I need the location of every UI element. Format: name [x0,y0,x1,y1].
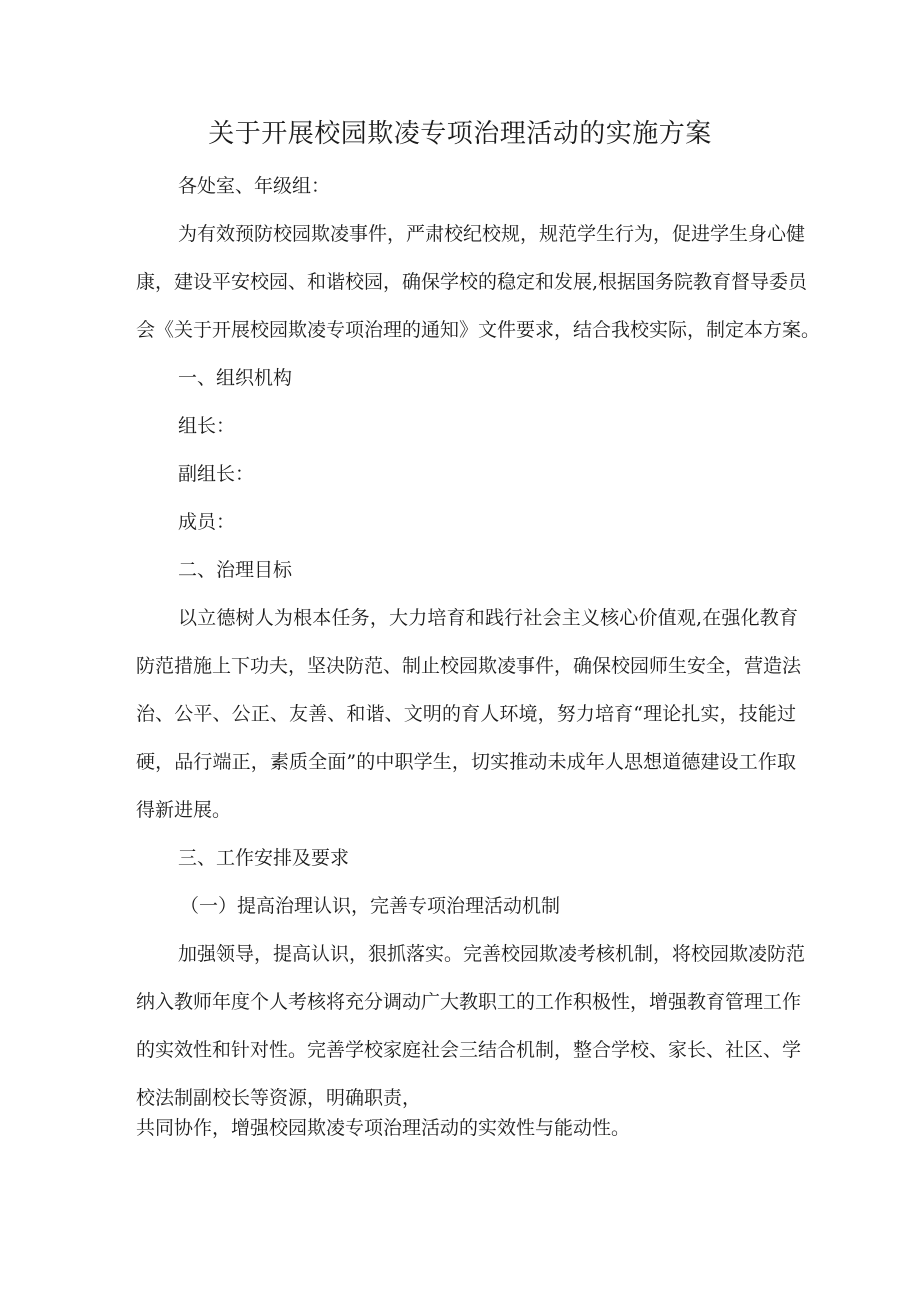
intro-line: 会《关于开展校园欺凌专项治理的通知》文件要求，结合我校实际，制定本方案。 [136,319,821,341]
work-line: 加强领导，提高认识，狠抓落实。完善校园欺凌考核机制，将校园欺凌防范 [178,943,806,965]
intro-line: 为有效预防校园欺凌事件，严肃校纪校规，规范学生行为，促进学生身心健 [178,223,806,245]
subsection-heading: （一）提高治理认识，完善专项治理活动机制 [180,895,561,917]
goals-line: 治、公平、公正、友善、和谐、文明的育人环境，努力培育“理论扎实，技能过 [136,703,796,725]
document-title: 关于开展校园欺凌专项治理活动的实施方案 [208,119,712,149]
section-heading-organization: 一、组织机构 [178,367,293,389]
work-line: 纳入教师年度个人考核将充分调动广大教职工的工作积极性，增强教育管理工作 [136,991,802,1013]
goals-line: 得新进展。 [136,799,232,821]
work-line: 共同协作，增强校园欺凌专项治理活动的实效性与能动性。 [136,1117,631,1139]
intro-line: 康，建设平安校园、和谐校园，确保学校的稳定和发展,根据国务院教育督导委员 [136,271,808,293]
section-heading-work-arrangements: 三、工作安排及要求 [178,847,350,869]
work-line: 校法制副校长等资源，明确职责， [136,1087,422,1109]
goals-line: 硬，品行端正，素质全面”的中职学生，切实推动未成年人思想道德建设工作取 [136,751,796,773]
deputy-leader-label: 副组长： [178,463,255,485]
salutation: 各处室、年级组： [178,175,331,197]
leader-label: 组长： [178,415,236,437]
goals-line: 防范措施上下功夫，坚决防范、制止校园欺凌事件，确保校园师生安全，营造法 [136,655,802,677]
section-heading-goals: 二、治理目标 [178,559,293,581]
goals-line: 以立德树人为根本任务，大力培育和践行社会主义核心价值观,在强化教育 [178,607,798,629]
members-label: 成员： [178,511,236,533]
work-line: 的实效性和针对性。完善学校家庭社会三结合机制，整合学校、家长、社区、学 [136,1039,802,1061]
